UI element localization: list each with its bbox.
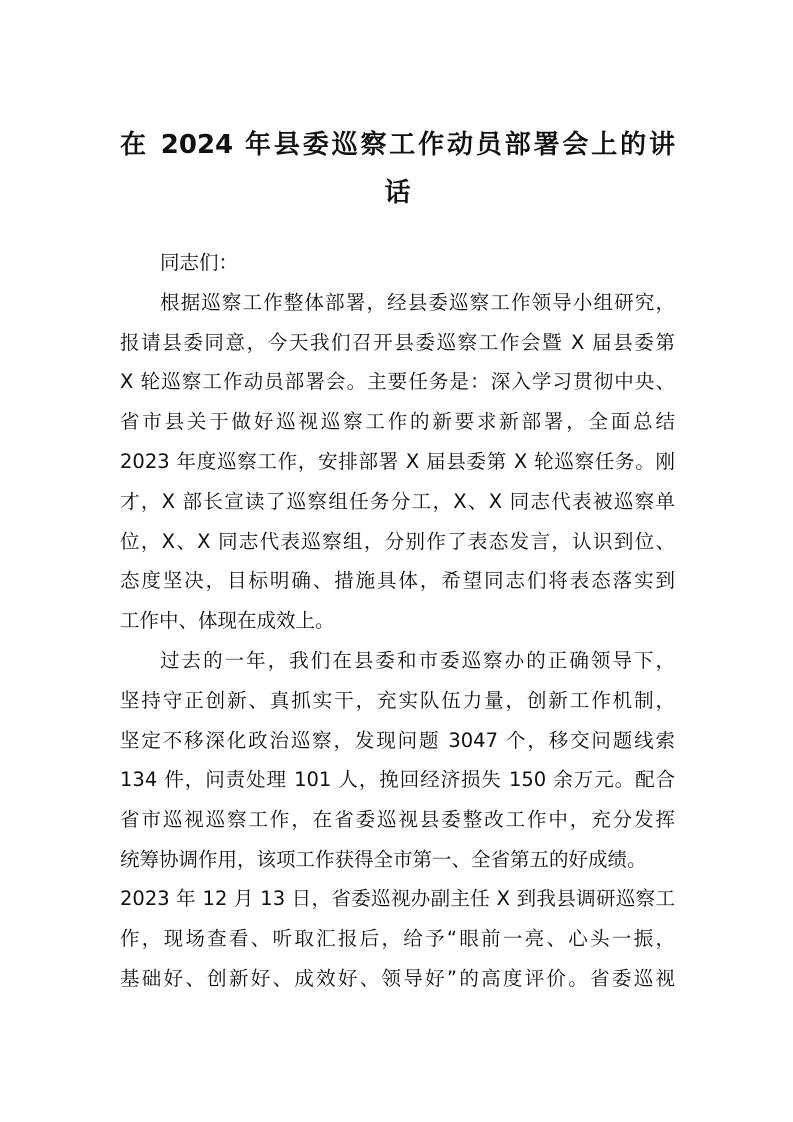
paragraph-line: 2023 年度巡察工作，安排部署 X 届县委第 X 轮巡察任务。刚 [120, 450, 675, 473]
paragraph-line: 坚持守正创新、真抓实干，充实队伍力量，创新工作机制， [120, 689, 675, 712]
paragraph-line: 位，X、X 同志代表巡察组，分别作了表态发言，认识到位、 [120, 530, 675, 553]
paragraph-line: 省市巡视巡察工作，在省委巡视县委整改工作中，充分发挥 [120, 808, 675, 831]
paragraph-line: X 轮巡察工作动员部署会。主要任务是：深入学习贯彻中央、 [120, 370, 675, 393]
paragraph-line: 统筹协调作用，该项工作获得全市第一、全省第五的好成绩。 [120, 848, 647, 871]
paragraph-line: 根据巡察工作整体部署，经县委巡察工作领导小组研究， [160, 291, 675, 314]
paragraph-line: 作，现场查看、听取汇报后，给予“眼前一亮、心头一振， [120, 927, 675, 950]
paragraph-line: 态度坚决，目标明确、措施具体，希望同志们将表态落实到 [120, 569, 675, 592]
paragraph-line: 省市县关于做好巡视巡察工作的新要求新部署，全面总结 [120, 410, 675, 433]
document-title-line-1: 在 2024 年县委巡察工作动员部署会上的讲 [120, 130, 675, 160]
paragraph-line: 坚定不移深化政治巡察，发现问题 3047 个，移交问题线索 [120, 729, 675, 752]
paragraph-line: 工作中、体现在成效上。 [120, 609, 335, 632]
salutation: 同志们： [160, 251, 239, 274]
paragraph-line: 报请县委同意，今天我们召开县委巡察工作会暨 X 届县委第 [120, 331, 675, 354]
document-title-line-2: 话 [384, 178, 411, 208]
paragraph-line: 才，X 部长宣读了巡察组任务分工，X、X 同志代表被巡察单 [120, 490, 675, 513]
paragraph-line: 过去的一年，我们在县委和市委巡察办的正确领导下， [160, 649, 675, 672]
paragraph-line: 2023 年 12 月 13 日，省委巡视办副主任 X 到我县调研巡察工 [120, 887, 675, 910]
paragraph-line: 134 件，问责处理 101 人，挽回经济损失 150 余万元。配合 [120, 768, 675, 791]
paragraph-line: 基础好、创新好、成效好、领导好”的高度评价。省委巡视 [120, 967, 675, 990]
